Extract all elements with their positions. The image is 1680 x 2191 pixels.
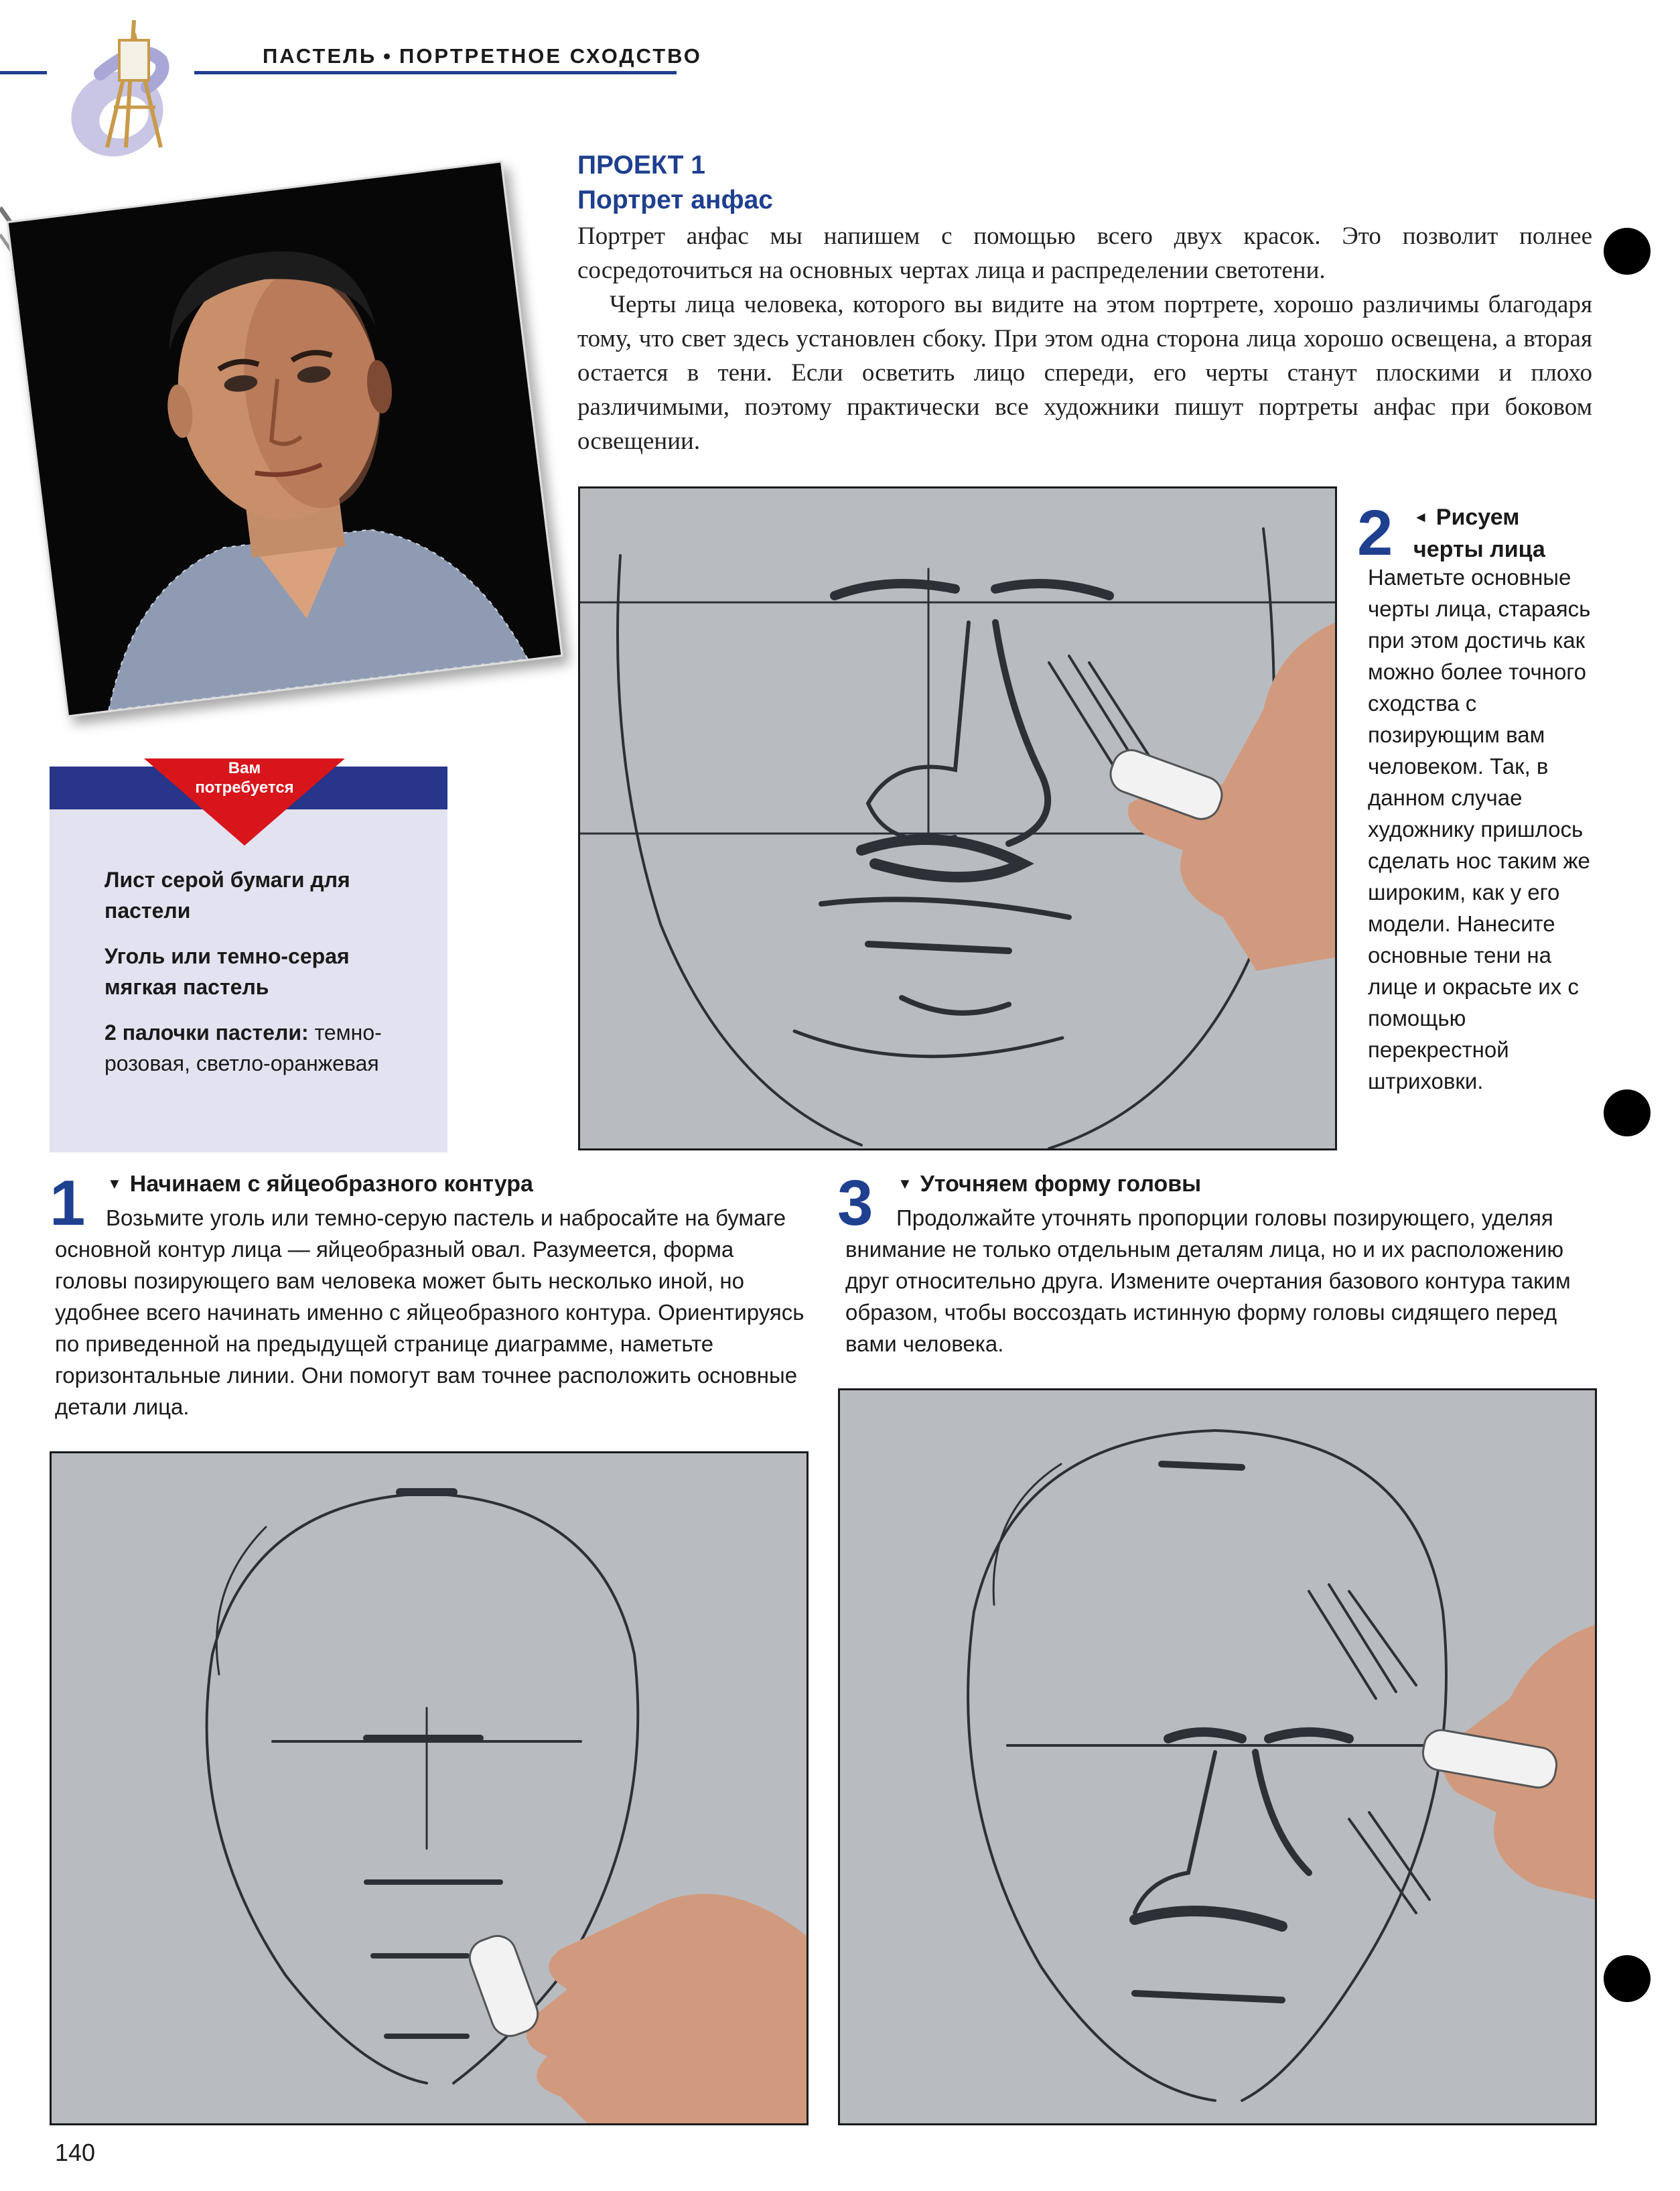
step2-sketch: [580, 488, 1335, 1148]
step2-title-line2: черты лица: [1413, 537, 1545, 562]
step3-title: [898, 1171, 1201, 1197]
step3-title-text: Уточняем форму головы: [920, 1171, 1202, 1197]
step3-drawing: [838, 1388, 1597, 2125]
step3-sketch: [840, 1390, 1595, 2123]
project-label: ПРОЕКТ 1: [577, 151, 706, 180]
margin-dot: [1604, 228, 1651, 275]
step3-number: 3: [837, 1167, 873, 1239]
intro-text: [577, 219, 1592, 458]
step2-title: [1413, 501, 1545, 566]
model-photo: [6, 160, 563, 717]
step1-sketch: [52, 1453, 807, 2123]
materials-item-name: Уголь или темно-серая мягкая пастель: [104, 944, 350, 999]
arrow-down-icon: ▼: [107, 1175, 122, 1192]
step2-number: 2: [1357, 497, 1393, 569]
header-rule-left: [0, 71, 47, 74]
step1-title-text: Начинаем с яйцеобразного контура: [129, 1171, 533, 1197]
intro-paragraph: Черты лица человека, которого вы видите на этом портрете, хорошо различимы благодаря тому, что свет здесь установлен сбоку. При этом одна сторона лица хорошо освещена, а вторая остается в тени. Если осветить лицо спереди, его черты станут плоскими и плохо различимыми, поэтому практически все художники пишут портреты анфас при боковом освещении.: [577, 291, 1592, 455]
step1-drawing: [50, 1451, 809, 2125]
step1-title: [107, 1171, 533, 1197]
materials-banner-line2: потребуется: [195, 779, 294, 797]
materials-item-name: 2 палочки пастели:: [104, 1020, 309, 1045]
arrow-down-icon: ▼: [898, 1175, 912, 1192]
step2-title-line1: Рисуем: [1436, 505, 1520, 530]
materials-item: [104, 864, 419, 926]
materials-banner-line1: Вам: [228, 759, 261, 777]
header-separator: •: [383, 44, 393, 68]
materials-banner: [144, 758, 345, 797]
materials-list: [104, 864, 419, 1093]
step1-body: Возьмите уголь или темно-серую пастель и набросайте на бумаге основной контур лица — яйцеобразный овал. Разумеется, форма головы позирующего вам человека может быть несколько иной, но удобнее всего начинать именно с яйцеобразного контура. Ориентируясь по приведенной на предыдущей странице диаграмме, наметьте горизонтальные линии. Они помогут вам точнее расположить основные детали лица.: [55, 1205, 804, 1419]
materials-item: [104, 941, 419, 1002]
header-rule-right: [194, 71, 677, 74]
materials-item-detail: темно-розовая, светло-оранжевая: [104, 1020, 382, 1075]
margin-dot: [1604, 1955, 1651, 2002]
easel-logo-icon: [60, 13, 188, 168]
arrow-left-icon: ◄: [1413, 509, 1428, 525]
step1-number: 1: [50, 1167, 86, 1239]
step2-drawing: [578, 486, 1337, 1150]
header-topic: ПОРТРЕТНОЕ СХОДСТВО: [399, 44, 702, 68]
materials-item-name: Лист серой бумаги для пастели: [104, 868, 350, 923]
header-section: ПАСТЕЛЬ: [263, 44, 377, 68]
page-number: 140: [55, 2139, 96, 2166]
step3-body: Продолжайте уточнять пропорции головы позирующего, уделяя внимание не только отдельным деталям лица, но и их расположению друг относительно друга. Измените очертания базового контура таким образом, чтобы воссоздать истинную форму головы сидящего перед вами человека.: [845, 1205, 1571, 1356]
running-header: [263, 44, 702, 68]
step2-body: Наметьте основные черты лица, стараясь при этом достичь как можно более точного сходства с позирующим вам человеком. Так, в данном случае художнику пришлось сделать нос таким же широким, как у его модели. Нанесите основные тени на лице и окрасьте их с помощью перекрестной штриховки.: [1368, 565, 1591, 1093]
model-photo-image: [9, 163, 561, 716]
margin-dot: [1604, 1089, 1651, 1136]
intro-paragraph: Портрет анфас мы напишем с помощью всего двух красок. Это позволит полнее сосредоточиться на основных чертах лица и распределении светотени.: [577, 222, 1592, 284]
materials-item: [104, 1017, 419, 1079]
project-title: Портрет анфас: [577, 186, 773, 214]
